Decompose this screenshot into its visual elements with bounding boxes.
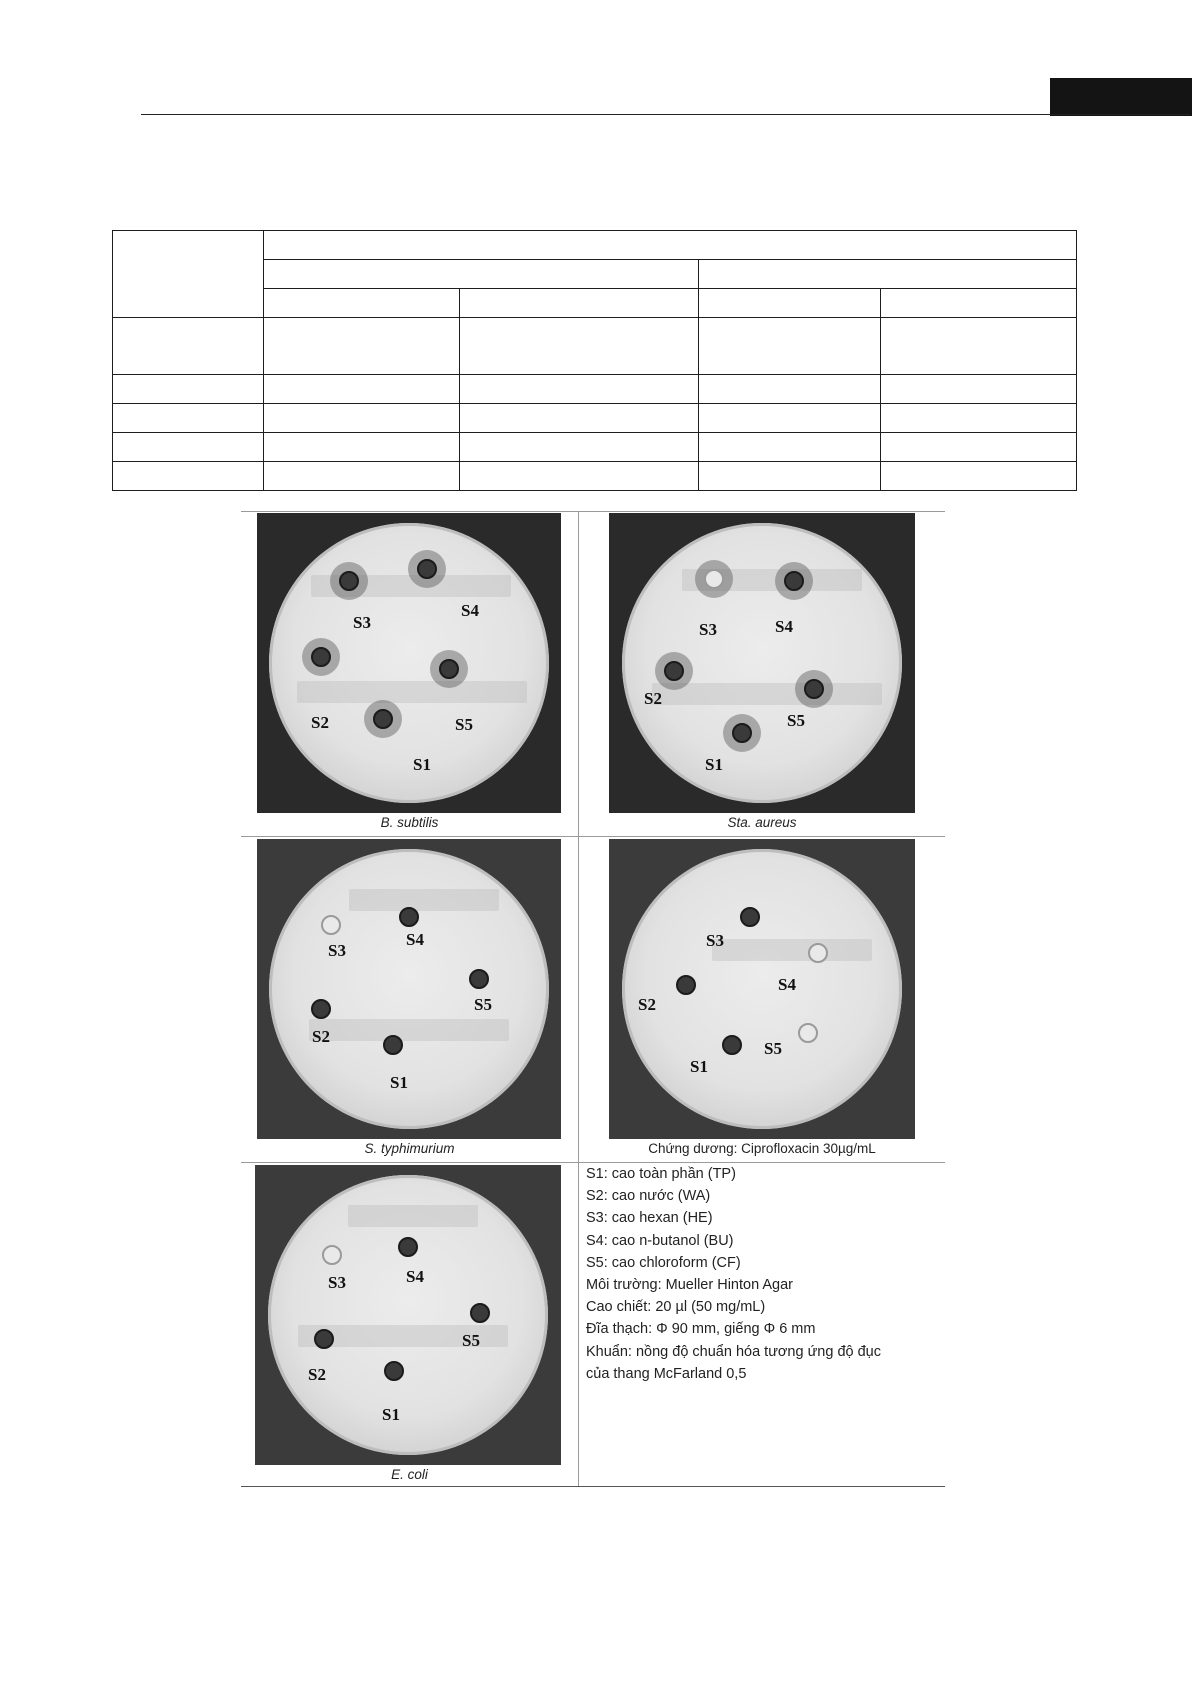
table-cell xyxy=(460,289,699,318)
table-cell xyxy=(460,433,699,462)
legend-line: Cao chiết: 20 µl (50 mg/mL) xyxy=(586,1299,766,1316)
table-cell xyxy=(699,375,881,404)
well-label: S1 xyxy=(705,755,723,774)
well-label: S4 xyxy=(406,930,424,949)
well-label: S4 xyxy=(406,1267,424,1286)
legend-line: Môi trường: Mueller Hinton Agar xyxy=(586,1277,793,1294)
table-cell xyxy=(264,433,460,462)
well-s5 xyxy=(804,679,824,699)
well-label: S1 xyxy=(413,755,431,774)
well-s2 xyxy=(314,1329,334,1349)
header-rule xyxy=(141,114,1190,115)
petri-dish xyxy=(268,1175,548,1455)
well-s4 xyxy=(399,907,419,927)
table-cell xyxy=(264,231,1077,260)
well-s4 xyxy=(398,1237,418,1257)
table-cell xyxy=(264,375,460,404)
well-label: S1 xyxy=(690,1057,708,1076)
antibacterial-figure xyxy=(241,511,945,1487)
petri-dish xyxy=(269,523,549,803)
legend-line: của thang McFarland 0,5 xyxy=(586,1365,747,1382)
table-cell xyxy=(113,462,264,491)
table-cell xyxy=(264,462,460,491)
table-cell xyxy=(881,289,1077,318)
table-cell xyxy=(113,231,264,318)
table-cell xyxy=(460,462,699,491)
agar-streak xyxy=(348,1205,478,1227)
well-label: S4 xyxy=(775,617,793,636)
well-s1 xyxy=(722,1035,742,1055)
table-cell xyxy=(264,404,460,433)
well-s1 xyxy=(373,709,393,729)
panel-caption: B. subtilis xyxy=(380,815,439,830)
agar-streak xyxy=(652,683,882,705)
well-s1 xyxy=(383,1035,403,1055)
legend-line: S1: cao toàn phần (TP) xyxy=(586,1166,736,1182)
table-cell xyxy=(460,375,699,404)
table-cell xyxy=(699,260,1077,289)
table-cell xyxy=(460,404,699,433)
legend-line: Khuẩn: nồng độ chuẩn hóa tương ứng độ đục xyxy=(586,1343,881,1360)
well-s1 xyxy=(384,1361,404,1381)
well-label: S4 xyxy=(778,975,796,994)
well-label: S1 xyxy=(382,1405,400,1424)
well-label: S2 xyxy=(638,995,656,1014)
table-row xyxy=(113,375,1077,404)
table-cell xyxy=(881,404,1077,433)
well-s5 xyxy=(798,1023,818,1043)
well-label: S3 xyxy=(706,931,724,950)
panel-caption: Sta. aureus xyxy=(727,815,797,830)
well-s3 xyxy=(740,907,760,927)
well-s3 xyxy=(339,571,359,591)
table-row xyxy=(113,404,1077,433)
agar-streak xyxy=(297,681,527,703)
well-s5 xyxy=(470,1303,490,1323)
legend-line: S3: cao hexan (HE) xyxy=(586,1210,713,1227)
well-s2 xyxy=(311,999,331,1019)
well-s4 xyxy=(784,571,804,591)
well-label: S3 xyxy=(328,941,346,960)
well-s4 xyxy=(808,943,828,963)
table-row xyxy=(113,462,1077,491)
petri-dish xyxy=(622,523,902,803)
table-cell xyxy=(881,318,1077,375)
well-s2 xyxy=(664,661,684,681)
petri-dish xyxy=(622,849,902,1129)
well-label: S5 xyxy=(764,1039,782,1058)
results-table xyxy=(112,230,1077,491)
table-cell xyxy=(113,318,264,375)
well-label: S2 xyxy=(312,1027,330,1046)
well-s3 xyxy=(704,569,724,589)
petri-dish-photo xyxy=(255,1165,561,1465)
table-cell xyxy=(113,433,264,462)
table-cell xyxy=(264,289,460,318)
well-label: S5 xyxy=(474,995,492,1014)
agar-streak xyxy=(712,939,872,961)
petri-dish xyxy=(269,849,549,1129)
well-label: S3 xyxy=(699,620,717,639)
table-cell xyxy=(881,462,1077,491)
well-s2 xyxy=(676,975,696,995)
table-cell xyxy=(699,404,881,433)
table-cell xyxy=(699,462,881,491)
table-cell xyxy=(113,404,264,433)
well-label: S1 xyxy=(390,1073,408,1092)
well-s5 xyxy=(439,659,459,679)
well-s3 xyxy=(321,915,341,935)
well-label: S3 xyxy=(328,1273,346,1292)
table-cell xyxy=(699,318,881,375)
well-s4 xyxy=(417,559,437,579)
table-cell xyxy=(699,433,881,462)
legend-line: S4: cao n-butanol (BU) xyxy=(586,1232,734,1249)
table-cell xyxy=(881,375,1077,404)
legend-line: S5: cao chloroform (CF) xyxy=(586,1254,741,1271)
panel-caption: S. typhimurium xyxy=(364,1141,455,1156)
table-cell xyxy=(264,318,460,375)
agar-streak xyxy=(349,889,499,911)
table-row xyxy=(113,318,1077,375)
well-s5 xyxy=(469,969,489,989)
well-label: S2 xyxy=(644,689,662,708)
well-label: S2 xyxy=(311,713,329,732)
table-cell xyxy=(460,318,699,375)
header-tab-block xyxy=(1050,78,1192,116)
figure-legend xyxy=(586,1163,941,1385)
table-row xyxy=(113,231,1077,260)
well-label: S3 xyxy=(353,613,371,632)
table-cell xyxy=(264,260,699,289)
figure-divider xyxy=(241,836,945,837)
figure-divider xyxy=(241,1486,945,1487)
table-cell xyxy=(113,375,264,404)
petri-dish-photo xyxy=(257,839,561,1139)
petri-dish-photo xyxy=(609,513,915,813)
petri-dish-photo xyxy=(257,513,561,813)
panel-caption: E. coli xyxy=(391,1467,428,1482)
well-label: S2 xyxy=(308,1365,326,1384)
well-label: S5 xyxy=(787,711,805,730)
well-label: S4 xyxy=(461,601,479,620)
agar-streak xyxy=(309,1019,509,1041)
figure-divider xyxy=(241,511,945,512)
table-cell xyxy=(881,433,1077,462)
petri-dish-photo xyxy=(609,839,915,1139)
table-row xyxy=(113,433,1077,462)
well-s2 xyxy=(311,647,331,667)
figure-divider xyxy=(578,511,579,1487)
table-cell xyxy=(699,289,881,318)
legend-line: S2: cao nước (WA) xyxy=(586,1188,711,1205)
well-s3 xyxy=(322,1245,342,1265)
panel-caption: Chứng dương: Ciprofloxacin 30µg/mL xyxy=(648,1141,876,1156)
well-label: S5 xyxy=(462,1331,480,1350)
well-s1 xyxy=(732,723,752,743)
well-label: S5 xyxy=(455,715,473,734)
legend-line: Đĩa thạch: Φ 90 mm, giếng Φ 6 mm xyxy=(586,1321,816,1338)
